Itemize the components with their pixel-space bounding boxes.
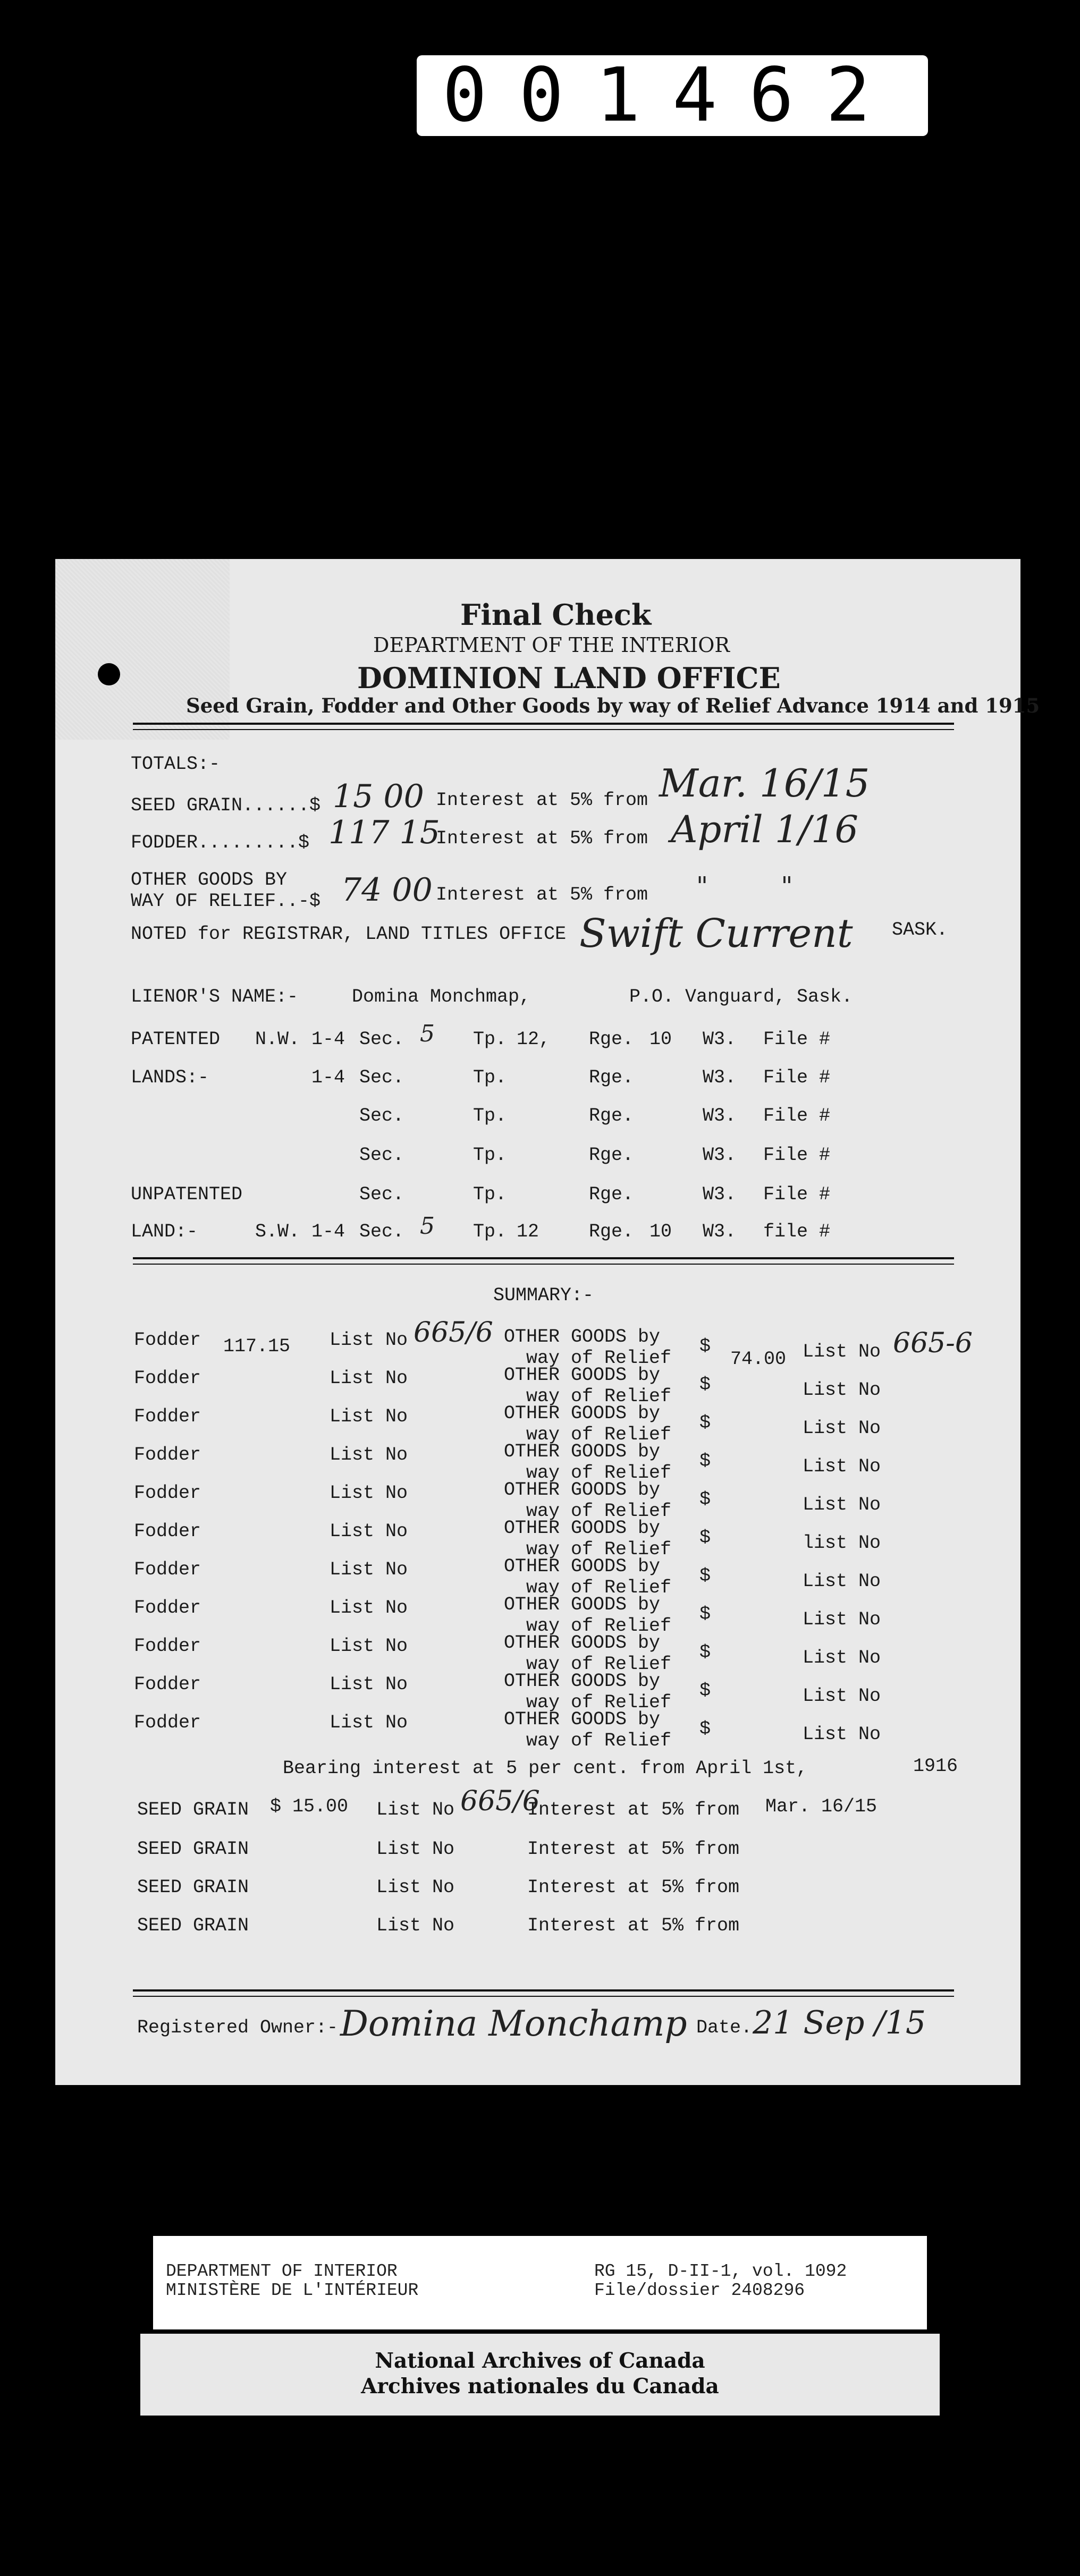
other-goods-list-label: List No [803,1494,881,1515]
relief-label: way of Relief [526,1692,672,1713]
land-titles-office: Swift Current [579,911,853,956]
footer-record-group: RG 15, D-II-1, vol. 1092 [594,2261,847,2281]
land-tp-label: Tp. [473,1029,507,1050]
summary-label: SUMMARY:- [493,1285,594,1306]
fodder-list-label: List No [330,1712,408,1733]
seed-grain-interest: Interest at 5% from [527,1799,740,1820]
land-fraction: 1-4 [311,1221,345,1242]
bearing-interest-year: 1916 [913,1756,958,1777]
land-meridian: W3. [703,1221,737,1242]
fodder-label: Fodder [134,1444,201,1465]
seed-grain-total-label: SEED GRAIN......$ [131,795,321,816]
seed-grain-list-label: List No [376,1915,455,1936]
relief-label: way of Relief [526,1348,672,1369]
other-goods-label: OTHER GOODS by [504,1556,661,1577]
land-fraction: 1-4 [311,1029,345,1050]
seed-grain-interest-date: Mar. 16/15 [659,761,870,806]
fodder-label: Fodder [134,1329,201,1351]
land-file-label: File # [763,1067,831,1088]
land-tp-label: Tp. [473,1145,507,1166]
divider [133,729,954,730]
dollar-sign: $ [699,1412,711,1434]
land-quarter: N.W. [255,1029,300,1050]
seed-grain-list-label: List No [376,1799,455,1820]
land-sec-label: Sec. [359,1029,404,1050]
land-tp-label: Tp. [473,1184,507,1205]
land-sec-label: Sec. [359,1105,404,1126]
seed-grain-list-label: List No [376,1877,455,1898]
registered-owner-label: Registered Owner:- [137,2017,339,2038]
form-subtitle: Seed Grain, Fodder and Other Goods by way of Relief Advance 1914 and 1915 [186,694,1040,717]
land-sec-label: Sec. [359,1184,404,1205]
land-file-label: file # [763,1221,831,1242]
other-goods-list-label: List No [803,1418,881,1439]
footer-dept-en: DEPARTMENT OF INTERIOR [166,2261,398,2281]
other-goods-label: OTHER GOODS by [504,1518,661,1539]
fodder-label: Fodder [134,1406,201,1427]
seed-grain-date: Mar. 16/15 [765,1796,878,1817]
fodder-list-label: List No [330,1444,408,1465]
totals-label: TOTALS:- [131,753,221,775]
lienor-post-office: P.O. Vanguard, Sask. [629,986,853,1007]
other-goods-label: OTHER GOODS by [504,1365,661,1386]
land-range-value: 10 [649,1221,672,1242]
land-rge-label: Rge. [589,1221,634,1242]
relief-label: way of Relief [526,1615,672,1637]
land-meridian: W3. [703,1067,737,1088]
footer-archives-fr: Archives nationales du Canada [361,2374,719,2399]
department-heading: DEPARTMENT OF THE INTERIOR [373,633,730,657]
other-goods-amount: 74.00 [730,1349,787,1370]
land-section-value: 5 [420,1020,435,1047]
seed-grain-list-label: List No [376,1838,455,1860]
interest-text: Interest at 5% from [436,884,648,905]
land-sec-label: Sec. [359,1145,404,1166]
dollar-sign: $ [699,1527,711,1548]
fodder-list-label: List No [330,1674,408,1695]
fodder-interest-date: April 1/16 [671,808,859,851]
land-rge-label: Rge. [589,1029,634,1050]
dollar-sign: $ [699,1489,711,1510]
other-goods-list-label: List No [803,1571,881,1592]
form-title: Final Check [460,598,652,632]
fodder-list-label: List No [330,1636,408,1657]
dollar-sign: $ [699,1565,711,1587]
land-quarter: S.W. [255,1221,300,1242]
relief-label: way of Relief [526,1462,672,1484]
land-meridian: W3. [703,1105,737,1126]
footer-dept-fr: MINISTÈRE DE L'INTÉRIEUR [166,2281,419,2300]
lands-label: LANDS:- [131,1067,209,1088]
fodder-label: Fodder [134,1636,201,1657]
land-township-value: 12 [517,1221,539,1242]
land-section-value: 5 [420,1213,435,1240]
divider [133,1996,954,1997]
fodder-label: Fodder [134,1559,201,1580]
land-file-label: File # [763,1029,831,1050]
relief-label: way of Relief [526,1386,672,1407]
other-goods-label: OTHER GOODS by [504,1479,661,1501]
land-rge-label: Rge. [589,1067,634,1088]
land-range-value: 10 [649,1029,672,1050]
interest-text: Interest at 5% from [436,828,648,849]
relief-label: way of Relief [526,1730,672,1751]
other-goods-list-label: List No [803,1724,881,1745]
fodder-list-label: List No [330,1406,408,1427]
relief-label: way of Relief [526,1577,672,1598]
fodder-list-label: List No [330,1597,408,1619]
patented-label: PATENTED [131,1029,221,1050]
other-goods-list-label: List No [803,1379,881,1401]
relief-label: way of Relief [526,1424,672,1445]
file-number-stamp [417,52,928,139]
seed-grain-total-amount: 15 00 [333,778,424,815]
unpatented-label: UNPATENTED [131,1184,243,1205]
seed-grain-amount: $ 15.00 [270,1796,349,1817]
divider [133,1264,954,1265]
lienor-name: Domina Monchmap, [352,986,531,1007]
land-rge-label: Rge. [589,1184,634,1205]
relief-label: way of Relief [526,1501,672,1522]
other-goods-list-label: List No [803,1685,881,1707]
land-tp-label: Tp. [473,1105,507,1126]
seed-grain-interest: Interest at 5% from [527,1915,740,1936]
divider [133,1257,954,1259]
other-goods-label: OTHER GOODS by [504,1403,661,1424]
other-goods-list-number: 665-6 [893,1327,973,1359]
dollar-sign: $ [699,1336,711,1357]
land-rge-label: Rge. [589,1105,634,1126]
footer-archives-en: National Archives of Canada [375,2349,705,2373]
seed-grain-interest: Interest at 5% from [527,1838,740,1860]
seed-grain-label: SEED GRAIN [137,1877,249,1898]
other-goods-list-label: List No [803,1609,881,1630]
registered-owner-signature: Domina Monchamp [340,2003,687,2044]
fodder-list-label: List No [330,1559,408,1580]
noted-label: NOTED for REGISTRAR, LAND TITLES OFFICE [131,923,567,945]
stamp-number: 001462 [442,52,902,139]
fodder-list-label: List No [330,1368,408,1389]
land-fraction: 1-4 [311,1067,345,1088]
land-label: LAND:- [131,1221,198,1242]
fodder-label: Fodder [134,1482,201,1504]
registered-date: 21 Sep /15 [753,2004,926,2041]
fodder-list-number: 665/6 [414,1317,493,1349]
dollar-sign: $ [699,1642,711,1663]
other-goods-label: OTHER GOODS by [504,1441,661,1462]
land-tp-label: Tp. [473,1221,507,1242]
relief-label: way of Relief [526,1654,672,1675]
land-meridian: W3. [703,1145,737,1166]
other-goods-list-label: List No [803,1341,881,1362]
seed-grain-list-number: 665/6 [460,1785,540,1817]
fodder-label: Fodder [134,1368,201,1389]
other-goods-label-2: WAY OF RELIEF..-$ [131,891,321,912]
other-goods-label: OTHER GOODS by [504,1709,661,1730]
fodder-total-label: FODDER.........$ [131,832,310,853]
divider [133,723,954,725]
other-goods-label: OTHER GOODS by [504,1671,661,1692]
land-meridian: W3. [703,1184,737,1205]
other-goods-label-1: OTHER GOODS BY [131,869,288,891]
other-goods-total-amount: 74 00 [341,871,433,909]
land-township-value: 12, [517,1029,551,1050]
land-file-label: File # [763,1105,831,1126]
office-heading: DOMINION LAND OFFICE [357,661,781,695]
date-label: Date. [696,2017,753,2038]
land-file-label: File # [763,1145,831,1166]
other-goods-label: OTHER GOODS by [504,1326,661,1348]
province-label: SASK. [892,919,948,940]
land-file-label: File # [763,1184,831,1205]
other-goods-label: OTHER GOODS by [504,1632,661,1654]
seed-grain-label: SEED GRAIN [137,1915,249,1936]
dollar-sign: $ [699,1451,711,1472]
land-sec-label: Sec. [359,1067,404,1088]
other-goods-list-label: List No [803,1647,881,1668]
seed-grain-label: SEED GRAIN [137,1799,249,1820]
bearing-interest-text: Bearing interest at 5 per cent. from April 1st, [283,1758,808,1779]
dollar-sign: $ [699,1374,711,1395]
other-goods-label: OTHER GOODS by [504,1594,661,1615]
dollar-sign: $ [699,1604,711,1625]
fodder-list-label: List No [330,1482,408,1504]
fodder-list-label: List No [330,1329,408,1351]
other-goods-interest-date: " " [696,871,793,901]
fodder-label: Fodder [134,1521,201,1542]
interest-text: Interest at 5% from [436,790,648,811]
land-rge-label: Rge. [589,1145,634,1166]
dollar-sign: $ [699,1718,711,1740]
dollar-sign: $ [699,1680,711,1701]
relief-label: way of Relief [526,1539,672,1560]
fodder-amount: 117.15 [223,1336,291,1357]
other-goods-list-label: list No [803,1532,881,1554]
other-goods-list-label: List No [803,1456,881,1477]
fodder-label: Fodder [134,1674,201,1695]
fodder-list-label: List No [330,1521,408,1542]
fodder-label: Fodder [134,1597,201,1619]
footer-file-number: File/dossier 2408296 [594,2281,805,2300]
seed-grain-label: SEED GRAIN [137,1838,249,1860]
fodder-label: Fodder [134,1712,201,1733]
lienor-label: LIENOR'S NAME:- [131,986,299,1007]
land-sec-label: Sec. [359,1221,404,1242]
punch-hole [98,663,120,685]
seed-grain-interest: Interest at 5% from [527,1877,740,1898]
land-meridian: W3. [703,1029,737,1050]
fodder-total-amount: 117 15 [328,814,440,851]
land-tp-label: Tp. [473,1067,507,1088]
divider [133,1989,954,1992]
